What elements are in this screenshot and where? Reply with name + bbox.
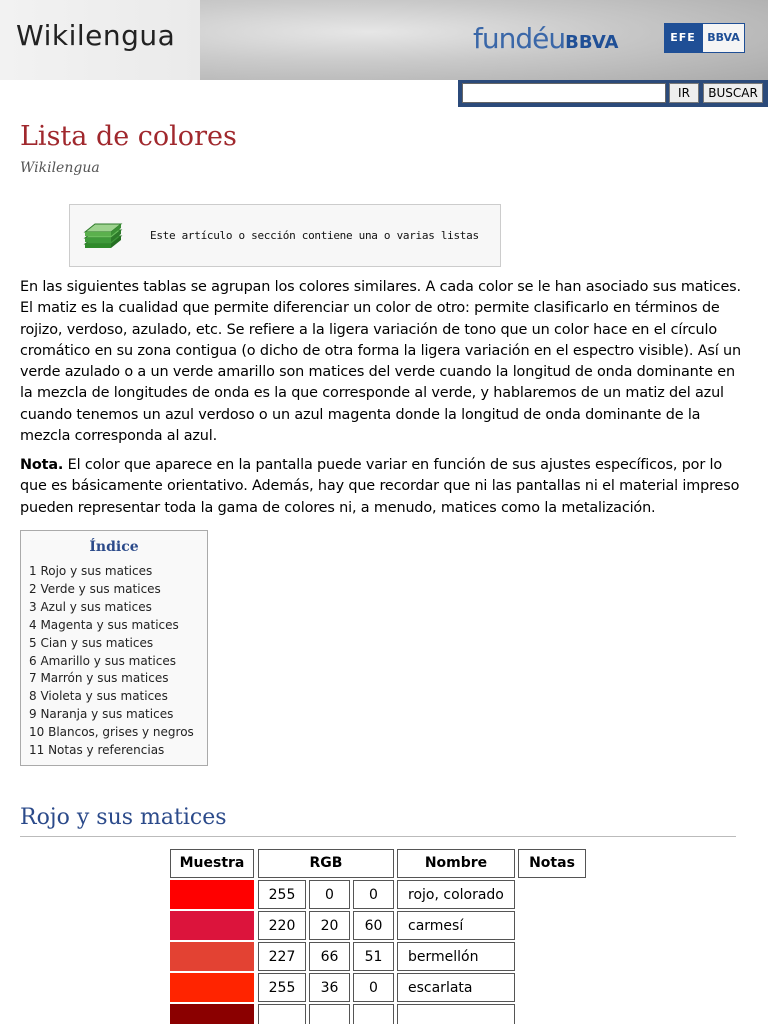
rgb-g-cell: 0: [309, 880, 350, 909]
note-label: Nota.: [20, 457, 64, 473]
color-swatch: [170, 942, 254, 971]
table-of-contents: [20, 530, 208, 766]
rgb-r-cell: 227: [258, 942, 306, 971]
column-header-rgb: RGB: [258, 849, 394, 878]
column-header-muestra: Muestra: [170, 849, 254, 878]
search-input[interactable]: [462, 83, 666, 103]
toc-item[interactable]: 1 Rojo y sus matices: [29, 564, 153, 578]
page-title: Lista de colores: [20, 121, 237, 152]
list-notice-box: [69, 204, 501, 267]
site-title[interactable]: Wikilengua: [16, 19, 176, 52]
rgb-r-cell: 255: [258, 973, 306, 1002]
fundeu-logo-bbva: BBVA: [565, 32, 619, 53]
color-name-cell: bermellón: [397, 942, 515, 971]
notice-text: Este artículo o sección contiene una o varias listas: [150, 229, 479, 242]
note-paragraph: [20, 455, 748, 519]
efe-bbva-text: BBVA: [702, 23, 745, 53]
color-name-cell: rojo, colorado: [397, 880, 515, 909]
fundeu-logo[interactable]: [473, 22, 618, 55]
toc-item[interactable]: 6 Amarillo y sus matices: [29, 653, 176, 668]
color-swatch: [170, 880, 254, 909]
rgb-b-cell: 0: [353, 973, 394, 1002]
rgb-r-cell: 255: [258, 880, 306, 909]
intro-paragraph: En las siguientes tablas se agrupan los colores similares. A cada color se le han asociado sus matices. El matiz es la cualidad que permite diferenciar un color de otro: permite clasificarlo en términos de rojizo, verdoso, azulado, etc. Se refiere a la ligera variación de tono que un color hace en el círculo cromático en su zona contigua (o dicho de otra forma la ligera variación en el espectro visible). Así un verde azulado o a un verde amarillo son matices del verde cuando la longitud de onda dominante en la mezcla de longitudes de onda es la que corresponde al verde, y hablaremos de un matiz del azul cuando tenemos un azul verdoso o un azul magenta donde la longitud de onda dominante de la mezcla corresponda al azul.: [20, 279, 741, 445]
rgb-g-cell: [309, 1004, 350, 1024]
section-heading-rojo: Rojo y sus matices: [20, 805, 227, 830]
list-stack-icon: [81, 222, 125, 254]
rgb-g-cell: 20: [309, 911, 350, 940]
toc-item[interactable]: 10 Blancos, grises y negros: [29, 725, 194, 740]
toc-item[interactable]: 3 Azul y sus matices: [29, 599, 152, 614]
color-swatch: [170, 911, 254, 940]
column-header-notas: Notas: [518, 849, 586, 878]
toc-item[interactable]: 7 Marrón y sus matices: [29, 671, 169, 686]
buscar-button[interactable]: BUSCAR: [703, 83, 763, 103]
rgb-b-cell: 0: [353, 880, 394, 909]
toc-title: Índice: [89, 539, 139, 555]
site-header: [0, 0, 768, 80]
column-header-nombre: Nombre: [397, 849, 515, 878]
rgb-g-cell: 36: [309, 973, 350, 1002]
page-subtitle: Wikilengua: [20, 160, 100, 176]
efe-bbva-logo[interactable]: [664, 23, 745, 53]
toc-item[interactable]: 11 Notas y referencias: [29, 743, 165, 758]
toc-item[interactable]: 9 Naranja y sus matices: [29, 707, 174, 722]
note-text: El color que aparece en la pantalla puede variar en función de sus ajustes específicos, por lo que es básicamente orientativo. Además, hay que recordar que ni las pantallas ni el material impreso pueden representar toda la gama de colores ni, a menudo, matices como la metalización.: [20, 457, 740, 516]
rgb-r-cell: [258, 1004, 306, 1024]
section-divider: [20, 836, 736, 837]
rgb-g-cell: 66: [309, 942, 350, 971]
color-name-cell: [397, 1004, 515, 1024]
toc-list: [29, 563, 194, 760]
color-name-cell: escarlata: [397, 973, 515, 1002]
efe-logo-text: EFE: [664, 23, 702, 53]
toc-item[interactable]: 8 Violeta y sus matices: [29, 689, 168, 704]
toc-item[interactable]: 5 Cian y sus matices: [29, 635, 154, 650]
rgb-b-cell: [353, 1004, 394, 1024]
ir-button[interactable]: IR: [669, 83, 699, 103]
color-name-cell: carmesí: [397, 911, 515, 940]
color-swatch: [170, 973, 254, 1002]
toc-item[interactable]: 4 Magenta y sus matices: [29, 617, 179, 632]
rgb-b-cell: 51: [353, 942, 394, 971]
rgb-r-cell: 220: [258, 911, 306, 940]
rgb-b-cell: 60: [353, 911, 394, 940]
fundeu-logo-text: fundéu: [473, 22, 566, 55]
toc-item[interactable]: 2 Verde y sus matices: [29, 581, 161, 596]
color-swatch: [170, 1004, 254, 1024]
